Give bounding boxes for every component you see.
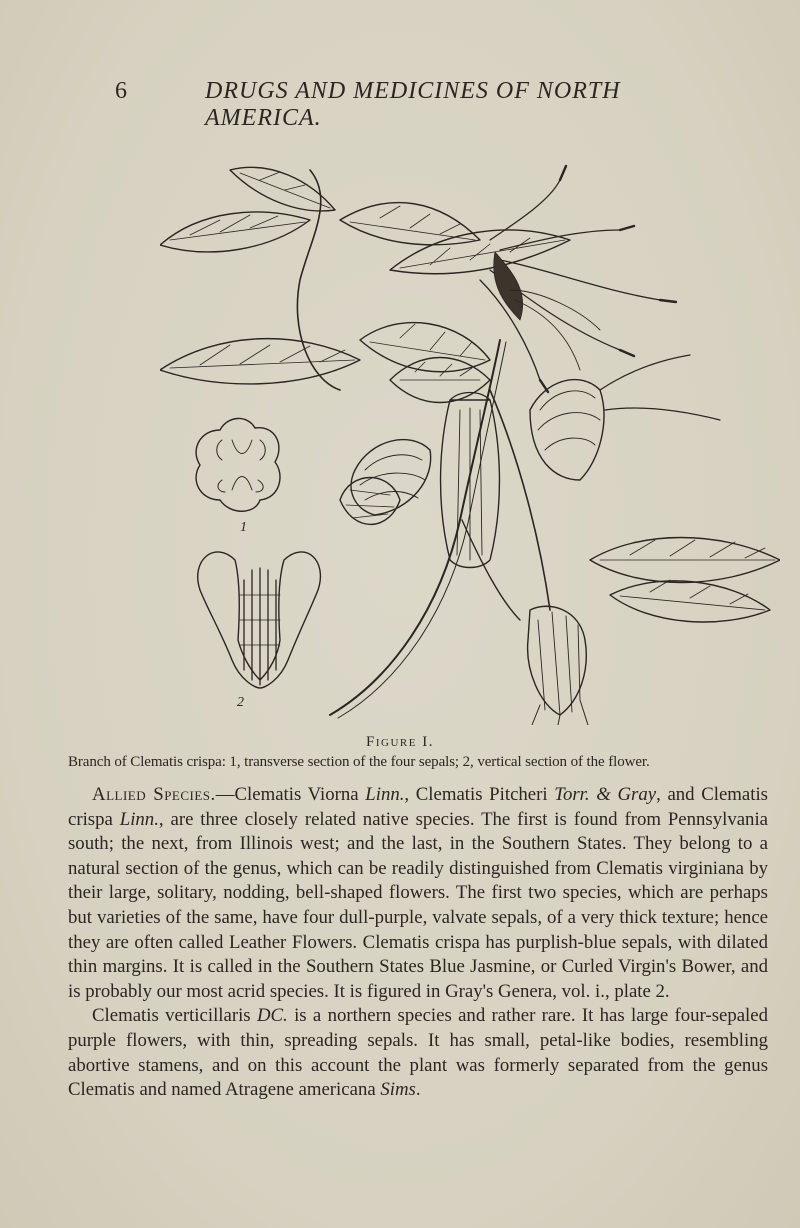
upper-stem — [297, 170, 340, 390]
bell-flower-right — [530, 380, 604, 480]
section-transverse — [196, 418, 280, 511]
figure-title: Figure I. — [366, 734, 434, 750]
author-abbrev: Sims — [380, 1079, 416, 1101]
figure-label-2: 2 — [237, 695, 244, 710]
author-abbrev: Torr. & Gray — [554, 784, 657, 805]
leaf-center — [360, 323, 490, 372]
bud-lower — [528, 606, 587, 715]
text-run: , and Clematis crispa — [68, 784, 768, 830]
header-title: DRUGS AND MEDICINES OF NORTH AMERICA. — [205, 78, 621, 131]
bud-left — [340, 478, 400, 525]
page-number: 6 — [115, 78, 128, 104]
main-stem — [330, 340, 500, 715]
author-abbrev: Linn. — [119, 808, 159, 830]
author-abbrev: DC. — [256, 1005, 288, 1027]
paragraph-allied-species — [68, 783, 768, 1004]
text-run: Clematis verticillaris — [92, 1005, 257, 1027]
clematis-branch-drawing — [160, 140, 780, 725]
author-abbrev: Linn. — [365, 784, 405, 805]
paragraph-verticillaris — [68, 1004, 768, 1102]
leaf-lower-right-2 — [610, 581, 770, 622]
main-stem-inner — [338, 342, 506, 718]
running-head — [115, 78, 735, 131]
figure-label-1: 1 — [240, 520, 247, 535]
text-run: , are three closely related native species. The first is found from Pennsylvania south; the next, from Illinois west; and the last, in the Southern States. They belong to a natural section of the genus, which can be readily distinguished from Clematis virginiana by their large, solitary, nodding, bell-shaped flowers. The first two species, which are perhaps but varieties of the same, have four dull-purple, valvate sepals, of a very thick texture; hence they are often called Leather Flowers. Clematis crispa has purplish-blue sepals, with dilated thin margins. It is called in the Southern States Blue Jasmine, or Curled Virgin's Bower, and is probably our most acrid species. It is figured in Gray's Genera, vol. i., plate 2. — [68, 808, 768, 1002]
leaf-top-left — [160, 212, 310, 252]
body-text — [68, 783, 768, 1103]
text-run: . — [415, 1079, 421, 1101]
bud-cluster — [351, 440, 431, 515]
botanical-illustration — [160, 140, 780, 725]
text-run: , Clematis Pitcheri — [404, 784, 555, 805]
figure-caption: Branch of Clematis crispa: 1, transverse section of the four sepals; 2, vertical section of the flower. — [68, 754, 650, 770]
section-lead: Allied Species. — [92, 784, 216, 805]
text-run: is a northern species and rather rare. It has large four-sepaled purple flowers, with thin, spreading sepals. It has small, petal-like bodies, resembling abortive stamens, and on this account the plant was formerly separated from the genus Clematis and named Atragene americana — [68, 1005, 769, 1101]
text-run: —Clematis Viorna — [215, 784, 366, 805]
